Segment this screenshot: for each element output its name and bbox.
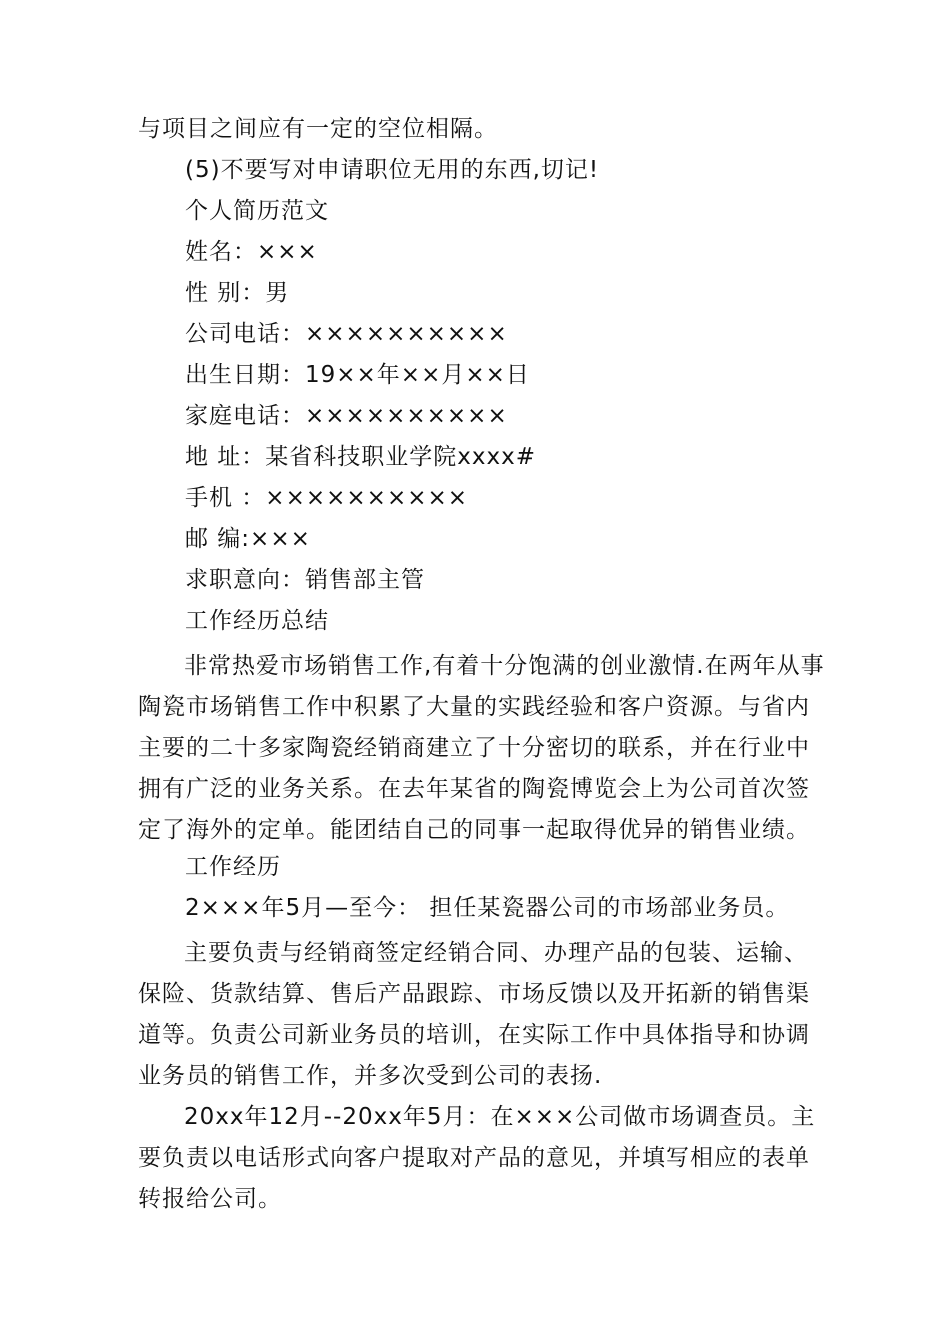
field-postcode: 邮 编:××× xyxy=(185,526,311,552)
text-line-tip-5: (5)不要写对申请职位无用的东西,切记! xyxy=(185,157,600,183)
field-birth-date: 出生日期：19××年××月××日 xyxy=(185,362,530,388)
field-home-phone: 家庭电话：×××××××××× xyxy=(185,403,508,429)
field-address: 地 址：某省科技职业学院xxxx# xyxy=(185,444,537,470)
field-mobile: 手机 ：×××××××××× xyxy=(185,485,469,511)
field-gender: 性 别：男 xyxy=(185,280,290,306)
job1-title: 2×××年5月—至今： 担任某瓷器公司的市场部业务员。 xyxy=(185,895,790,921)
section-heading-summary: 工作经历总结 xyxy=(185,608,329,634)
resume-title: 个人简历范文 xyxy=(185,198,329,224)
job2-paragraph: 20xx年12月--20xx年5月：在×××公司做市场调查员。主要负责以电话形式向客户提取对产品的意见，并填写相应的表单转报给公司。 xyxy=(138,1104,816,1212)
field-company-phone: 公司电话：×××××××××× xyxy=(185,321,508,347)
summary-paragraph: 非常热爱市场销售工作,有着十分饱满的创业激情.在两年从事陶瓷市场销售工作中积累了大量的实践经验和客户资源。与省内主要的二十多家陶瓷经销商建立了十分密切的联系，并在行业中拥有广泛的业务关系。在去年某省的陶瓷博览会上为公司首次签定了海外的定单。能团结自己的同事一起取得优异的销售业绩。 xyxy=(138,653,825,843)
text-line-continuation: 与项目之间应有一定的空位相隔。 xyxy=(138,116,498,142)
field-job-intention: 求职意向：销售部主管 xyxy=(185,567,425,593)
field-name: 姓名：××× xyxy=(185,239,318,265)
job1-paragraph: 主要负责与经销商签定经销合同、办理产品的包装、运输、保险、货款结算、售后产品跟踪、市场反馈以及开拓新的销售渠道等。负责公司新业务员的培训，在实际工作中具体指导和协调业务员的销售工作，并多次受到公司的表扬. xyxy=(138,940,810,1089)
section-heading-work-experience: 工作经历 xyxy=(185,854,281,880)
